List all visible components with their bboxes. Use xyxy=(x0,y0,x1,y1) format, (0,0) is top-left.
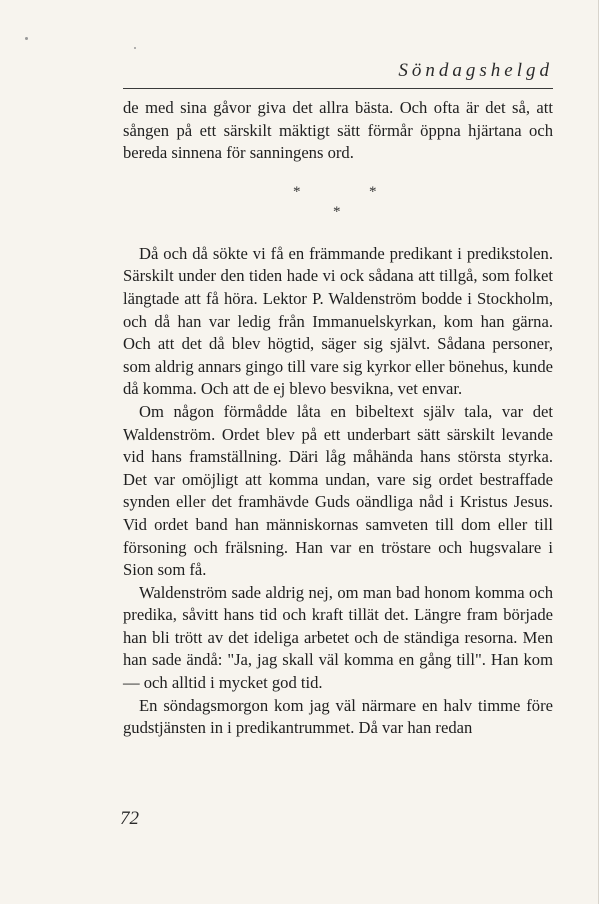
asterisk: * xyxy=(333,203,341,220)
header-rule xyxy=(123,88,553,89)
paragraph: Då och då sökte vi få en främmande predikant i predikstolen. Särskilt under den tiden hade vi ock sådana att tillgå, som folket längtade att få höra. Lektor P. Waldenström bodde i Stockholm, och då han var ledig från Immanuelskyrkan, kom han gärna. Och att det då blev högtid, säger sig självt. Sådana personer, som aldrig annars gingo till vare sig kyrkor eller bönehus, kunde då komma. Och att de ej blevo besvikna, vet envar. xyxy=(123,243,553,399)
paragraph: Waldenström sade aldrig nej, om man bad honom komma och predika, såvitt hans tid och kraft tillät det. Längre fram började han bli trött av det ideliga arbetet och de ständiga resorna. Men han sade ändå: "Ja, jag skall väl komma en gång till". Han kom — och alltid i mycket god tid. xyxy=(123,582,553,693)
print-speck xyxy=(25,37,28,40)
paragraph: En söndagsmorgon kom jag väl närmare en halv timme före gudstjänsten in i predikantrummet. Då var han redan xyxy=(123,695,553,738)
print-speck xyxy=(134,47,136,49)
asterisk: * xyxy=(293,183,301,200)
page-number: 72 xyxy=(120,808,139,829)
paragraph-continued: de med sina gåvor giva det allra bästa. Och ofta är det så, att sången på ett särskilt mäktigt sätt förmår öppna hjärtana och bereda sinnena för sanningens ord. xyxy=(123,98,553,163)
asterisk: * xyxy=(369,183,377,200)
running-header: Söndagshelgd xyxy=(398,60,553,81)
paragraph: Om någon förmådde låta en bibeltext själv tala, var det Waldenström. Ordet blev på ett underbart sätt särskilt levande vid hans framställning. Däri låg måhända hans största styrka. Det var omöjligt att komma undan, vare sig ordet bestraffade synden eller det framhävde Guds oändliga nåd i Kristus Jesus. Vid ordet band han människornas samveten till dom eller till försoning och frälsning. Han var en tröstare och hugsvalare i Sion som få. xyxy=(123,401,553,580)
body-text xyxy=(123,97,553,740)
section-separator xyxy=(123,165,553,243)
